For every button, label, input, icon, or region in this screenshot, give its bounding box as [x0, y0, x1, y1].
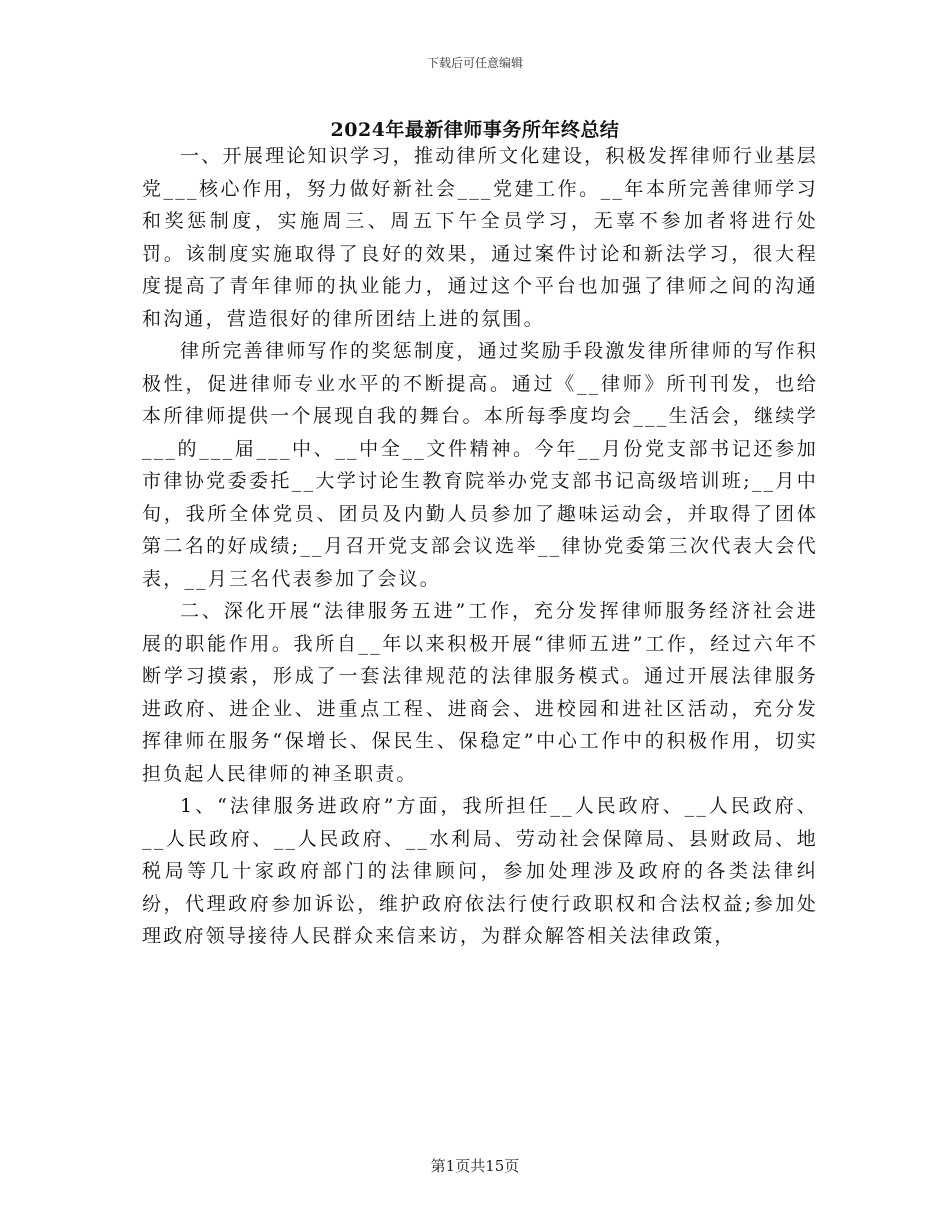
document-title: 2024年最新律师事务所年终总结 [330, 119, 620, 141]
paragraph-4: 1、“法律服务进政府”方面，我所担任__人民政府、__人民政府、__人民政府、__人民政府、__水利局、劳动社会保障局、县财政局、地税局等几十家政府部门的法律顾问，参加处理涉及政府的各类法律纠纷，代理政府参加诉讼，维护政府依法行使行政职权和合法权益;参加处理政府领导接待人民群众来信来访，为群众解答相关法律政策， [142, 795, 818, 947]
header-note: 下载后可任意编辑 [426, 56, 523, 70]
paragraph-1: 一、开展理论知识学习，推动律所文化建设，积极发挥律师行业基层党___核心作用，努力做好新社会___党建工作。__年本所完善律师学习和奖惩制度，实施周三、周五下午全员学习，无辜不参加者将进行处罚。该制度实施取得了良好的效果，通过案件讨论和新法学习，很大程度提高了青年律师的执业能力，通过这个平台也加强了律师之间的沟通和沟通，营造很好的律所团结上进的氛围。 [142, 145, 818, 330]
document-body [142, 140, 818, 953]
paragraph-3: 二、深化开展“法律服务五进”工作，充分发挥律师服务经济社会进展的职能作用。我所自__年以来积极开展“律师五进”工作，经过六年不断学习摸索，形成了一套法律规范的法律服务模式。通过开展法律服务进政府、进企业、进重点工程、进商会、进校园和进社区活动，充分发挥律师在服务“保增长、保民生、保稳定”中心工作中的积极作用，切实担负起人民律师的神圣职责。 [142, 600, 818, 785]
page-number: 第1页共15页 [430, 1157, 520, 1175]
paragraph-2: 律所完善律师写作的奖惩制度，通过奖励手段激发律所律师的写作积极性，促进律师专业水平的不断提高。通过《__律师》所刊刊发，也给本所律师提供一个展现自我的舞台。本所每季度均会___生活会，继续学___的___届___中、__中全__文件精神。今年__月份党支部书记还参加市律协党委委托__大学讨论生教育院举办党支部书记高级培训班;__月中旬，我所全体党员、团员及内勤人员参加了趣味运动会，并取得了团体第二名的好成绩;__月召开党支部会议选举__律协党委第三次代表大会代表，__月三名代表参加了会议。 [142, 340, 818, 590]
